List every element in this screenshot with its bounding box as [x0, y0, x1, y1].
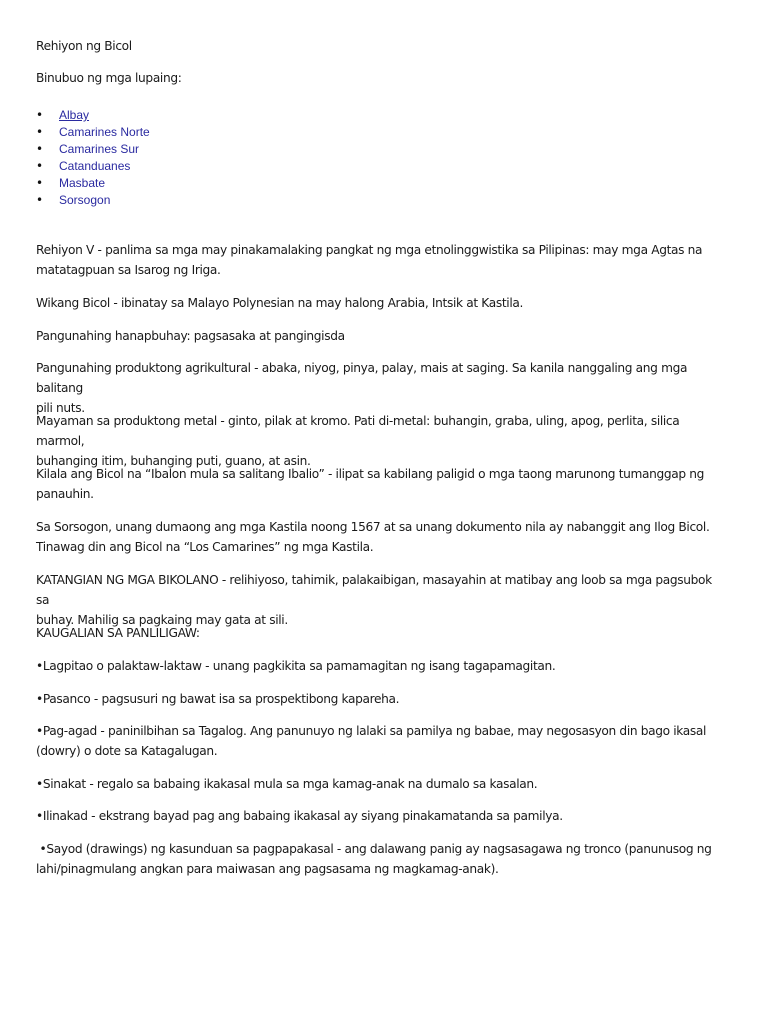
paragraph-sorsogon: Sa Sorsogon, unang dumaong ang mga Kastila noong 1567 at sa unang dokumento nila ay nabanggit ang Ilog Bicol. Tinawag din ang Bicol na “Los Camarines” ng mga Kastila. — [36, 520, 710, 554]
bullet-icon: • — [36, 193, 44, 207]
paragraph-hanapbuhay: Pangunahing hanapbuhay: pagsasaka at pangingisda — [36, 329, 345, 343]
paragraph-pasanco: •Pasanco - pagsusuri ng bawat isa sa prospektibong kapareha. — [36, 692, 400, 706]
document-title: Rehiyon ng Bicol — [36, 39, 132, 53]
paragraph-kaugalian-heading: KAUGALIAN SA PANLILIGAW: — [36, 626, 200, 640]
document-subtitle: Binubuo ng mga lupaing: — [36, 71, 182, 85]
paragraph-metal: Mayaman sa produktong metal - ginto, pilak at kromo. Pati di-metal: buhangin, graba, uling, apog, perlita, silica marmol, buhanging itim, buhanging puti, guano, at asin. — [36, 414, 680, 468]
province-link-albay[interactable]: Albay — [59, 108, 90, 122]
paragraph-ilinakad: •Ilinakad - ekstrang bayad pag ang babaing ikakasal ay siyang pinakamatanda sa pamilya. — [36, 809, 563, 823]
province-link-camarines-norte[interactable]: Camarines Norte — [59, 125, 150, 139]
province-link-sorsogon[interactable]: Sorsogon — [59, 193, 111, 207]
province-link-camarines-sur[interactable]: Camarines Sur — [59, 142, 140, 156]
bullet-icon: • — [36, 176, 44, 190]
paragraph-sayod: •Sayod (drawings) ng kasunduan sa pagpapakasal - ang dalawang panig ay nagsasagawa ng tronco (panunusog ng lahi/pinagmulang angkan para maiwasan ang pagsasama ng magkamag-anak). — [36, 842, 712, 876]
paragraph-ibalon: Kilala ang Bicol na “Ibalon mula sa salitang Ibalio” - ilipat sa kabilang paligid o mga taong marunong tumanggap ng panauhin. — [36, 467, 705, 501]
paragraph-katangian: KATANGIAN NG MGA BIKOLANO - relihiyoso, tahimik, palakaibigan, masayahin at matibay ang loob sa mga pagsubok sa buhay. Mahilig sa pagkaing may gata at sili. — [36, 573, 712, 627]
bullet-icon: • — [36, 125, 44, 139]
paragraph-sinakat: •Sinakat - regalo sa babaing ikakasal mula sa mga kamag-anak na dumalo sa kasalan. — [36, 777, 538, 791]
bullet-icon: • — [36, 159, 44, 173]
paragraph-pag-agad: •Pag-agad - paninilbihan sa Tagalog. Ang panunuyo ng lalaki sa pamilya ng babae, may negosasyon din bago ikasal (dowry) o dote sa Katagalugan. — [36, 724, 707, 758]
paragraph-lagpitao: •Lagpitao o palaktaw-laktaw - unang pagkikita sa pamamagitan ng isang tagapamagitan. — [36, 659, 556, 673]
paragraph-rehiyon-v: Rehiyon V - panlima sa mga may pinakamalaking pangkat ng mga etnolinggwistika sa Pilipinas: may mga Agtas na matatagpuan sa Isarog ng Iriga. — [36, 243, 703, 277]
bullet-icon: • — [36, 142, 44, 156]
paragraph-agrikultural: Pangunahing produktong agrikultural - abaka, niyog, pinya, palay, mais at saging. Sa kanila nanggaling ang mga balitang pili nuts. — [36, 361, 688, 415]
paragraph-wikang-bicol: Wikang Bicol - ibinatay sa Malayo Polynesian na may halong Arabia, Intsik at Kastila. — [36, 296, 523, 310]
province-link-masbate[interactable]: Masbate — [59, 176, 106, 190]
province-link-catanduanes[interactable]: Catanduanes — [59, 159, 131, 173]
bullet-icon: • — [36, 108, 44, 122]
